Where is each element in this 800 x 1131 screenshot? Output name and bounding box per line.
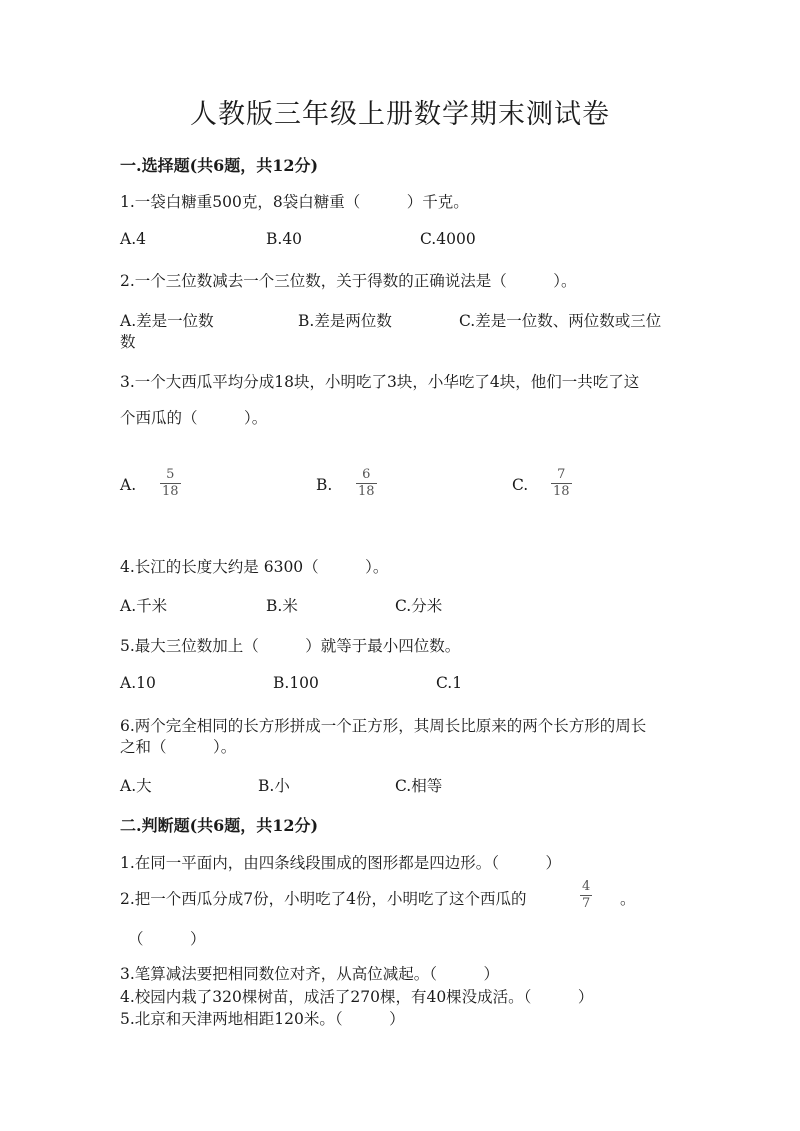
- q5-option-b: B.100: [273, 674, 319, 692]
- q3-option-a-label: A.: [120, 476, 137, 494]
- q6-option-c: C.相等: [395, 777, 443, 795]
- q3-option-c-fraction: [551, 468, 572, 499]
- section-heading-choice: 一.选择题(共6题，共12分): [120, 156, 319, 175]
- fraction-numerator: 7: [557, 467, 566, 482]
- fraction-numerator: 5: [166, 467, 175, 482]
- q4-option-a: A.千米: [120, 597, 168, 615]
- question-5: 5.最大三位数加上（ ）就等于最小四位数。: [120, 637, 461, 655]
- q1-option-a: A.4: [120, 230, 146, 248]
- q1-option-b: B.40: [266, 230, 303, 248]
- judgement-2: 2.把一个西瓜分成7份，小明吃了4份，小明吃了这个西瓜的: [120, 890, 527, 908]
- q2-option-c: C.差是一位数、两位数或三位: [459, 312, 662, 330]
- q2-option-c-continued: 数: [120, 333, 136, 351]
- fraction-numerator: 6: [362, 467, 371, 482]
- question-1: 1.一袋白糖重500克，8袋白糖重（ ）千克。: [120, 193, 469, 211]
- fraction-denominator: 18: [553, 484, 570, 499]
- judgement-3: 3.笔算减法要把相同数位对齐，从高位减起。（ ）: [120, 965, 500, 983]
- q3-option-a-fraction: [160, 468, 181, 499]
- judgement-5: 5.北京和天津两地相距120米。（ ）: [120, 1010, 405, 1028]
- question-4: 4.长江的长度大约是 6300（ ）。: [120, 558, 389, 576]
- q6-option-b: B.小: [258, 777, 290, 795]
- q5-option-c: C.1: [436, 674, 463, 692]
- judgement-2-answer-paren: （ ）: [128, 930, 206, 948]
- q6-option-a: A.大: [120, 777, 152, 795]
- fraction-numerator: 4: [582, 879, 591, 894]
- q3-option-b-fraction: [356, 468, 377, 499]
- question-6-line-2: 之和（ ）。: [120, 738, 237, 756]
- q3-option-c-label: C.: [512, 476, 529, 494]
- section-heading-judgement: 二.判断题(共6题，共12分): [120, 816, 319, 835]
- question-3-line-2: 个西瓜的（ ）。: [120, 409, 268, 427]
- fraction-denominator: 7: [582, 896, 591, 911]
- fraction-denominator: 18: [358, 484, 375, 499]
- question-3-line-1: 3.一个大西瓜平均分成18块，小明吃了3块，小华吃了4块，他们一共吃了这: [120, 373, 640, 391]
- q1-option-c: C.4000: [420, 230, 476, 248]
- q5-option-a: A.10: [120, 674, 156, 692]
- judgement-2-end: 。: [620, 890, 636, 908]
- q2-option-b: B.差是两位数: [298, 312, 392, 330]
- q3-option-b-label: B.: [316, 476, 333, 494]
- judgement-2-fraction: [580, 880, 592, 911]
- fraction-denominator: 18: [162, 484, 179, 499]
- judgement-1: 1.在同一平面内，由四条线段围成的图形都是四边形。（ ）: [120, 854, 562, 872]
- judgement-4: 4.校园内栽了320棵树苗，成活了270棵，有40棵没成活。（ ）: [120, 988, 594, 1006]
- q4-option-c: C.分米: [395, 597, 443, 615]
- question-6-line-1: 6.两个完全相同的长方形拼成一个正方形，其周长比原来的两个长方形的周长: [120, 717, 647, 735]
- q2-option-a: A.差是一位数: [120, 312, 214, 330]
- question-2: 2.一个三位数减去一个三位数，关于得数的正确说法是（ ）。: [120, 272, 577, 290]
- q4-option-b: B.米: [266, 597, 298, 615]
- page-title: 人教版三年级上册数学期末测试卷: [190, 99, 610, 130]
